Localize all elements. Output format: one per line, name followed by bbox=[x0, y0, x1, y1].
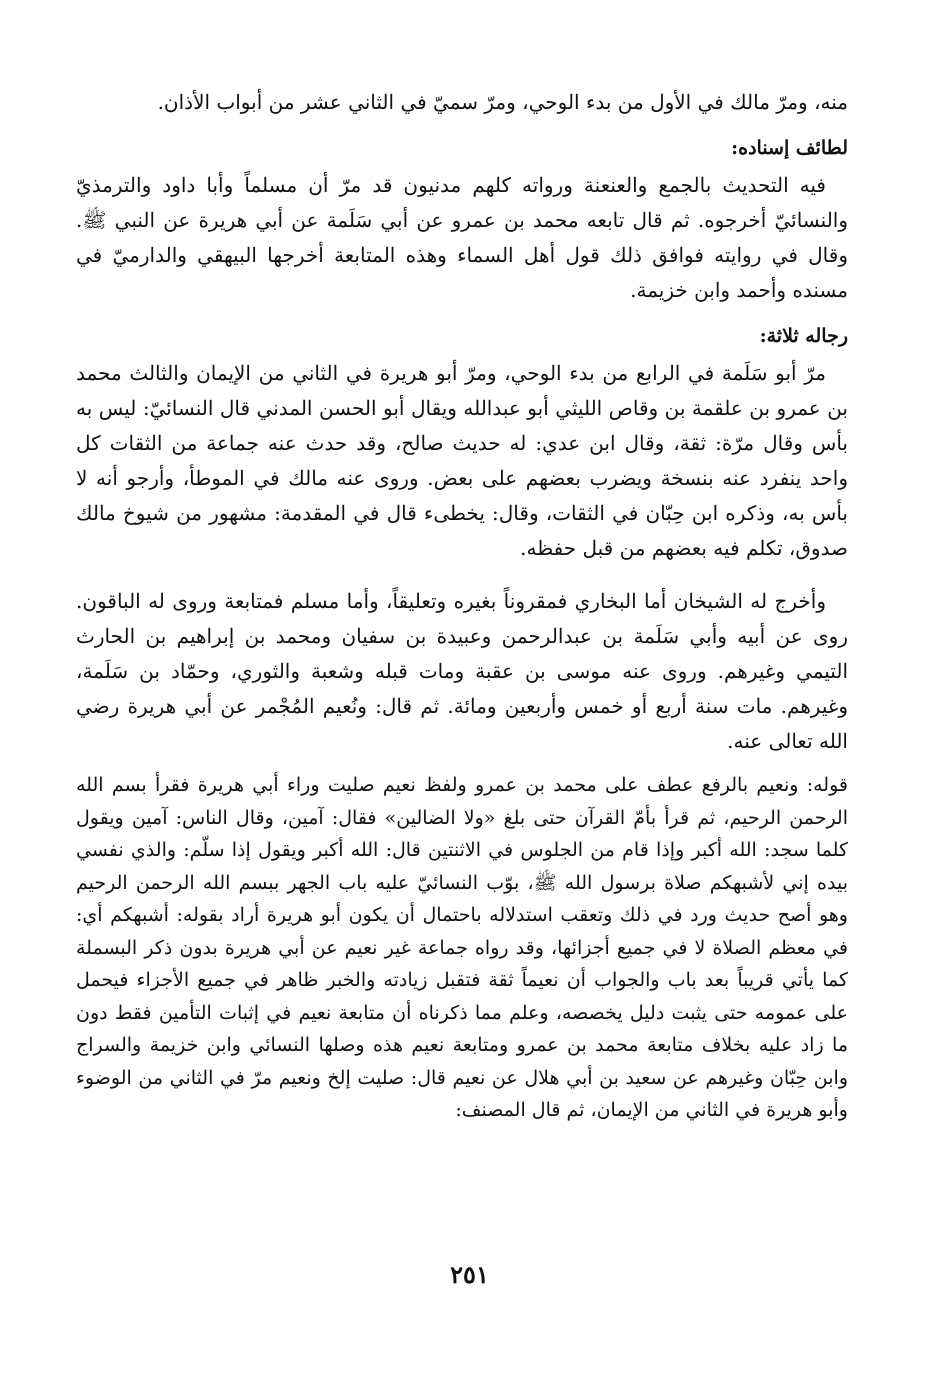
section-heading-rijal: رجاله ثلاثة: bbox=[759, 325, 848, 347]
section-isnad bbox=[76, 130, 848, 308]
page-number: ٢٥١ bbox=[450, 1260, 489, 1289]
paragraph-commentary: قوله: ونعيم بالرفع عطف على محمد بن عمرو ولفظ نعيم صليت وراء أبي هريرة فقرأ بسم الله الرحمن الرحيم، ثم قرأ بأمّ القرآن حتى بلغ «ولا الضالين» فقال: آمين، وقال الناس: آمين ويقول كلما سجد: الله أكبر وإذا قام من الجلوس في الاثنتين قال: الله أكبر ويقول إذا سلّم: والذي نفسي بيده إني لأشبهكم صلاة برسول الله ﷺ، بوّب النسائيّ عليه باب الجهر ببسم الله الرحمن الرحيم وهو أصح حديث ورد في ذلك وتعقب استدلاله باحتمال أن يكون أبو هريرة أراد بقوله: أشبهكم أي: في معظم الصلاة لا في جميع أجزائها، وقد رواه جماعة غير نعيم عن أبي هريرة بدون ذكر البسملة كما يأتي قريباً بعد باب والجواب أن نعيماً ثقة فتقبل زيادته والخبر ظاهر في جميع الأجزاء فيحمل على عمومه حتى يثبت دليل يخصصه، وعلم مما ذكرناه أن متابعة نعيم في إثبات التأمين فقط دون ما زاد عليه بخلاف متابعة محمد بن عمرو ومتابعة نعيم هذه وصلها النسائي وابن خزيمة والسراج وابن حِبّان وغيرهم عن سعيد بن أبي هلال عن نعيم قال: صليت إلخ ونعيم مرّ في الثاني من الوضوء وأبو هريرة في الثاني من الإيمان، ثم قال المصنف: bbox=[76, 774, 848, 1121]
section-heading-isnad: لطائف إسناده: bbox=[731, 137, 848, 159]
spacer bbox=[76, 308, 848, 318]
paragraph-rijal: مرّ أبو سَلَمة في الرابع من بدء الوحي، ومرّ أبو هريرة في الثاني من الإيمان والثالث محمد بن عمرو بن علقمة بن وقاص الليثي أبو عبدالله ويقال أبو الحسن المدني قال النسائيّ: ليس به بأس وقال مرّة: ثقة، وقال ابن عدي: له حديث صالح، وقد حدث عنه جماعة من الثقات كل واحد ينفرد عنه بنسخة ويضرب بعضهم على بعض. وروى عنه مالك في الموطأ، وأرجو أنه لا بأس به، وذكره ابن حِبّان في الثقات، وقال: يخطىء قال في المقدمة: مشهور من شيوخ مالك صدوق، تكلم فيه بعضهم من قبل حفظه. bbox=[76, 361, 848, 560]
spacer bbox=[76, 759, 848, 769]
intro-paragraph: منه، ومرّ مالك في الأول من بدء الوحي، ومرّ سميّ في الثاني عشر من أبواب الأذان. bbox=[157, 90, 848, 114]
page-body bbox=[76, 82, 848, 1127]
paragraph-isnad: فيه التحديث بالجمع والعنعنة ورواته كلهم مدنيون قد مرّ أن مسلماً وأبا داود والترمذيّ والنسائيّ أخرجوه. ثم قال تابعه محمد بن عمرو عن أبي سَلَمة عن أبي هريرة عن النبي ﷺ. وقال في روايته فوافق ذلك قول أهل السماء وهذه المتابعة أخرجها البيهقي والدارميّ في مسنده وأحمد وابن خزيمة. bbox=[76, 173, 848, 302]
paragraph-narrators: وأخرج له الشيخان أما البخاري فمقروناً بغيره وتعليقاً، وأما مسلم فمتابعة وروى له الباقون. روى عن أبيه وأبي سَلَمة بن عبدالرحمن وعبيدة بن سفيان ومحمد بن إبراهيم بن الحارث التيمي وغيرهم. وروى عنه موسى بن عقبة ومات قبله وشعبة والثوري، وحمّاد بن سَلَمة، وغيرهم. مات سنة أربع أو خمس وأربعين ومائة. ثم قال: ونُعيم المُجْمر عن أبي هريرة رضي الله تعالى عنه. bbox=[76, 589, 849, 753]
section-rijal bbox=[76, 318, 848, 566]
spacer bbox=[76, 566, 848, 584]
